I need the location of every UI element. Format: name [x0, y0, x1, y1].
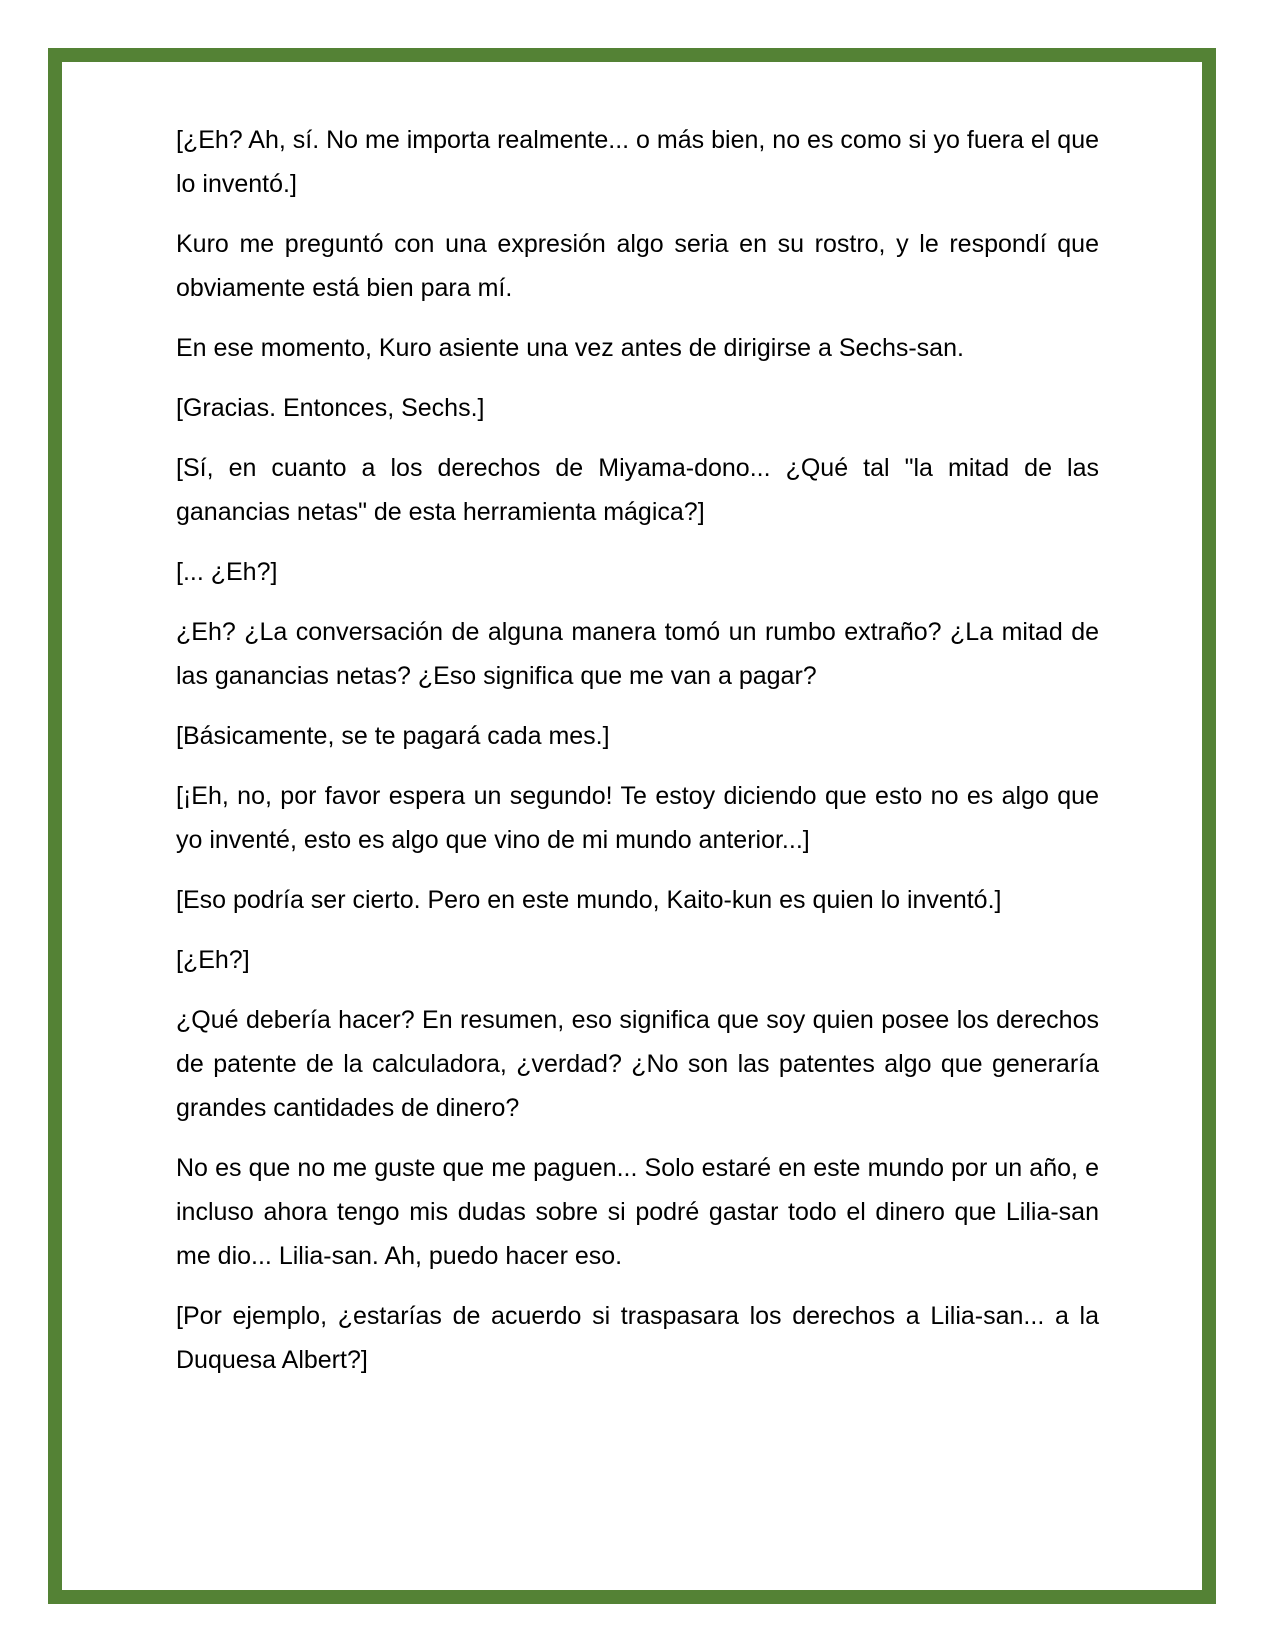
paragraph: ¿Qué debería hacer? En resumen, eso significa que soy quien posee los derechos de patente de la calculadora, ¿verdad? ¿No son las patentes algo que generaría grandes cantidades de dinero?: [176, 1006, 1099, 1122]
paragraph: [¿Eh? Ah, sí. No me importa realmente... o más bien, no es como si yo fuera el que lo inventó.]: [176, 126, 1099, 198]
paragraph: [Sí, en cuanto a los derechos de Miyama-dono... ¿Qué tal "la mitad de las ganancias netas" de esta herramienta mágica?]: [176, 454, 1099, 526]
paragraph: [¡Eh, no, por favor espera un segundo! Te estoy diciendo que esto no es algo que yo inventé, esto es algo que vino de mi mundo anterior...]: [176, 782, 1099, 854]
paragraph: Kuro me preguntó con una expresión algo seria en su rostro, y le respondí que obviamente está bien para mí.: [176, 230, 1099, 302]
paragraph: [... ¿Eh?]: [176, 558, 278, 586]
paragraph: [Básicamente, se te pagará cada mes.]: [176, 722, 610, 750]
paragraph: [Eso podría ser cierto. Pero en este mundo, Kaito-kun es quien lo inventó.]: [176, 886, 1002, 914]
paragraph: [Gracias. Entonces, Sechs.]: [176, 394, 485, 422]
paragraph: [¿Eh?]: [176, 946, 250, 974]
document-body: [176, 118, 1099, 1398]
paragraph: ¿Eh? ¿La conversación de alguna manera tomó un rumbo extraño? ¿La mitad de las ganancias netas? ¿Eso significa que me van a pagar?: [176, 618, 1099, 690]
paragraph: En ese momento, Kuro asiente una vez antes de dirigirse a Sechs-san.: [176, 334, 964, 362]
paragraph: [Por ejemplo, ¿estarías de acuerdo si traspasara los derechos a Lilia-san... a la Duquesa Albert?]: [176, 1302, 1099, 1374]
paragraph: No es que no me guste que me paguen... Solo estaré en este mundo por un año, e incluso ahora tengo mis dudas sobre si podré gastar todo el dinero que Lilia-san me dio... Lilia-san. Ah, puedo hacer eso.: [176, 1154, 1099, 1270]
